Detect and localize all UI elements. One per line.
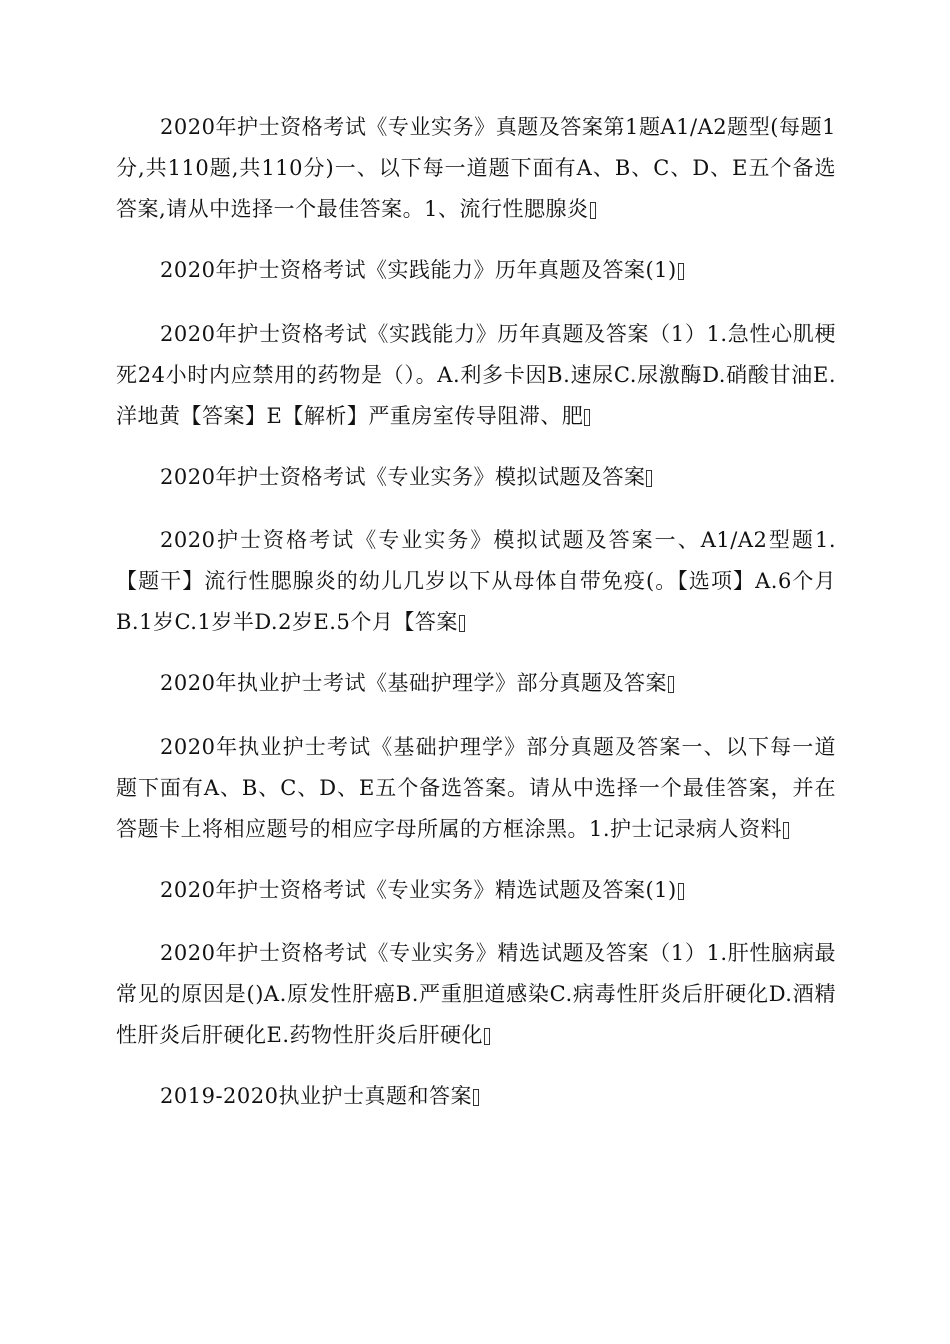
paragraph-text: 2020年执业护士考试《基础护理学》部分真题及答案 <box>160 671 667 695</box>
paragraph-4 <box>116 457 836 498</box>
missing-glyph-icon <box>646 470 652 487</box>
paragraph-text: 2019-2020执业护士真题和答案 <box>160 1084 472 1108</box>
paragraph-text: 2020年护士资格考试《实践能力》历年真题及答案(1) <box>160 258 677 282</box>
missing-glyph-icon <box>584 409 590 426</box>
paragraph-text: 2020年执业护士考试《基础护理学》部分真题及答案一、以下每一道题下面有A、B、C、D、E五个备选答案。请从中选择一个最佳答案，并在答题卡上将相应题号的相应字母所属的方框涂黑。1.护士记录病人资料 <box>116 735 836 841</box>
paragraph-text: 2020年护士资格考试《专业实务》真题及答案第1题A1/A2题型(每题1分,共110题,共110分)一、以下每一道题下面有A、B、C、D、E五个备选答案,请从中选择一个最佳答案。1、流行性腮腺炎 <box>116 115 836 221</box>
paragraph-10 <box>116 1076 836 1117</box>
missing-glyph-icon <box>459 615 465 632</box>
paragraph-text: 2020年护士资格考试《专业实务》精选试题及答案（1）1.肝性脑病最常见的原因是()A.原发性肝癌B.严重胆道感染C.病毒性肝炎后肝硬化D.酒精性肝炎后肝硬化E.药物性肝炎后肝硬化 <box>116 941 836 1047</box>
paragraph-7 <box>116 727 836 850</box>
paragraph-text: 2020年护士资格考试《专业实务》精选试题及答案(1) <box>160 878 677 902</box>
paragraph-text: 2020护士资格考试《专业实务》模拟试题及答案一、A1/A2型题1.【题干】流行性腮腺炎的幼儿几岁以下从母体自带免疫(。【选项】A.6个月B.1岁C.1岁半D.2岁E.5个月【答案 <box>116 528 836 634</box>
missing-glyph-icon <box>678 883 684 900</box>
missing-glyph-icon <box>484 1028 490 1045</box>
paragraph-5 <box>116 520 836 643</box>
paragraph-2 <box>116 250 836 291</box>
missing-glyph-icon <box>678 263 684 280</box>
missing-glyph-icon <box>783 822 789 839</box>
paragraph-text: 2020年护士资格考试《专业实务》模拟试题及答案 <box>160 465 646 489</box>
paragraph-9 <box>116 933 836 1056</box>
paragraph-8 <box>116 870 836 911</box>
missing-glyph-icon <box>668 676 674 693</box>
paragraph-6 <box>116 663 836 704</box>
missing-glyph-icon <box>590 202 596 219</box>
paragraph-3 <box>116 314 836 437</box>
paragraph-text: 2020年护士资格考试《实践能力》历年真题及答案（1）1.急性心肌梗死24小时内应禁用的药物是（）。A.利多卡因B.速尿C.尿激酶D.硝酸甘油E.洋地黄【答案】E【解析】严重房室传导阻滞、肥 <box>116 322 836 428</box>
missing-glyph-icon <box>473 1089 479 1106</box>
paragraph-1 <box>116 107 836 230</box>
